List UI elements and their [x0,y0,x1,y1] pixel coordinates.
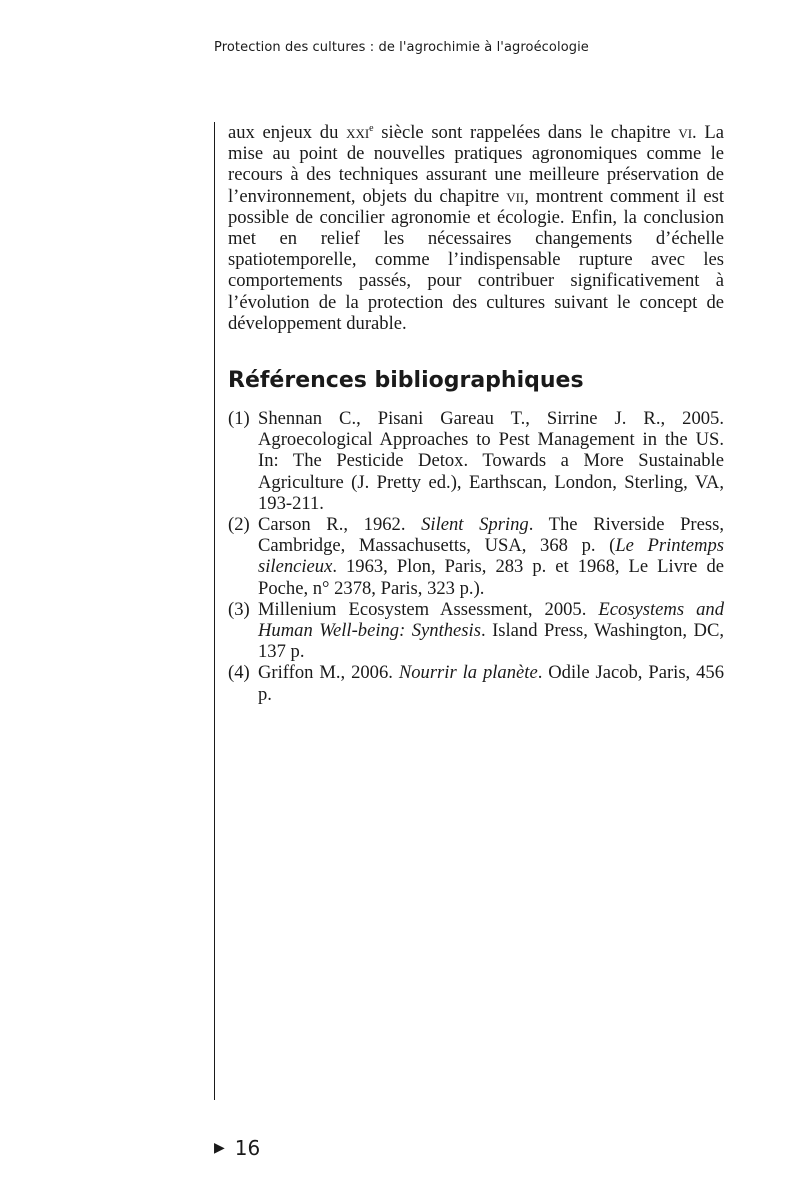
reference-number: (1) [228,408,250,430]
reference-number: (4) [228,662,250,684]
chapter-numeral-7: vii [506,185,525,207]
ref-run: Millenium Ecosystem Assessment, 2005. [258,598,599,620]
text-run: , montrent comment il est possible de concilier agronomie et écologie. Enfin, la conclusion met en relief les nécessaires changements d’échelle spatiotemporelle, comme l’indispensable rupture avec les comportements passés, pour contribuer significativement à l’évolution de la protection des cultures suivant le concept de développement durable. [228,185,724,334]
page-number: 16 [234,1136,261,1160]
reference-text [258,662,724,704]
text-run: . La mise au point de nouvelles pratiques agronomiques comme le recours à des techniques assurant une meilleure préservation de l’environnement, objets du chapitre [228,122,724,207]
text-run: siècle sont rappelées dans le chapitre [373,122,679,143]
superscript: e [369,123,374,134]
reference-item [228,599,724,663]
running-header: Protection des cultures : de l'agrochimie à l'agroécologie [214,40,589,55]
reference-list [228,408,724,705]
ref-title: Ecosystems and Human Well-being: Synthesis [258,598,724,642]
ref-run: Griffon M., 2006. [258,662,399,684]
section-title: Références bibliographiques [228,368,584,394]
century-numeral: xxi [346,122,370,143]
ref-title: Silent Spring [421,514,529,536]
ref-run: Shennan C., Pisani Gareau T., Sirrine J. R., 2005. Agroecological Approaches to Pest Management in the US. In: The Pesticide Detox. Towards a More Sustainable Agriculture (J. Pretty ed.), Earthscan, London, Sterling, VA, 193-211. [258,408,724,514]
triangle-arrow-icon: ▶ [214,1140,225,1156]
ref-run: . Island Press, Washington, DC, 137 p. [258,620,724,663]
reference-number: (2) [228,514,250,536]
page-footer [214,1136,260,1160]
reference-text [258,514,724,599]
reference-text [258,408,724,514]
reference-item [228,514,724,599]
body-paragraph [228,122,724,334]
reference-item [228,408,724,514]
chapter-numeral-6: vi [678,122,693,143]
page-content [228,122,724,705]
ref-title: Nourrir la planète [398,662,538,684]
ref-run: . 1963, Plon, Paris, 283 p. et 1968, Le Livre de Poche, n° 2378, Paris, 323 p.). [258,556,724,599]
text-run: aux enjeux du [228,122,347,143]
ref-run: . The Riverside Press, Cambridge, Massachusetts, USA, 368 p. ( [258,514,724,557]
reference-item [228,662,724,704]
ref-title: Le Printemps silencieux [258,535,724,578]
ref-run: . Odile Jacob, Paris, 456 p. [258,662,724,705]
reference-text [258,599,724,663]
margin-rule [214,122,215,1100]
reference-number: (3) [228,598,250,620]
ref-run: Carson R., 1962. [258,514,422,536]
